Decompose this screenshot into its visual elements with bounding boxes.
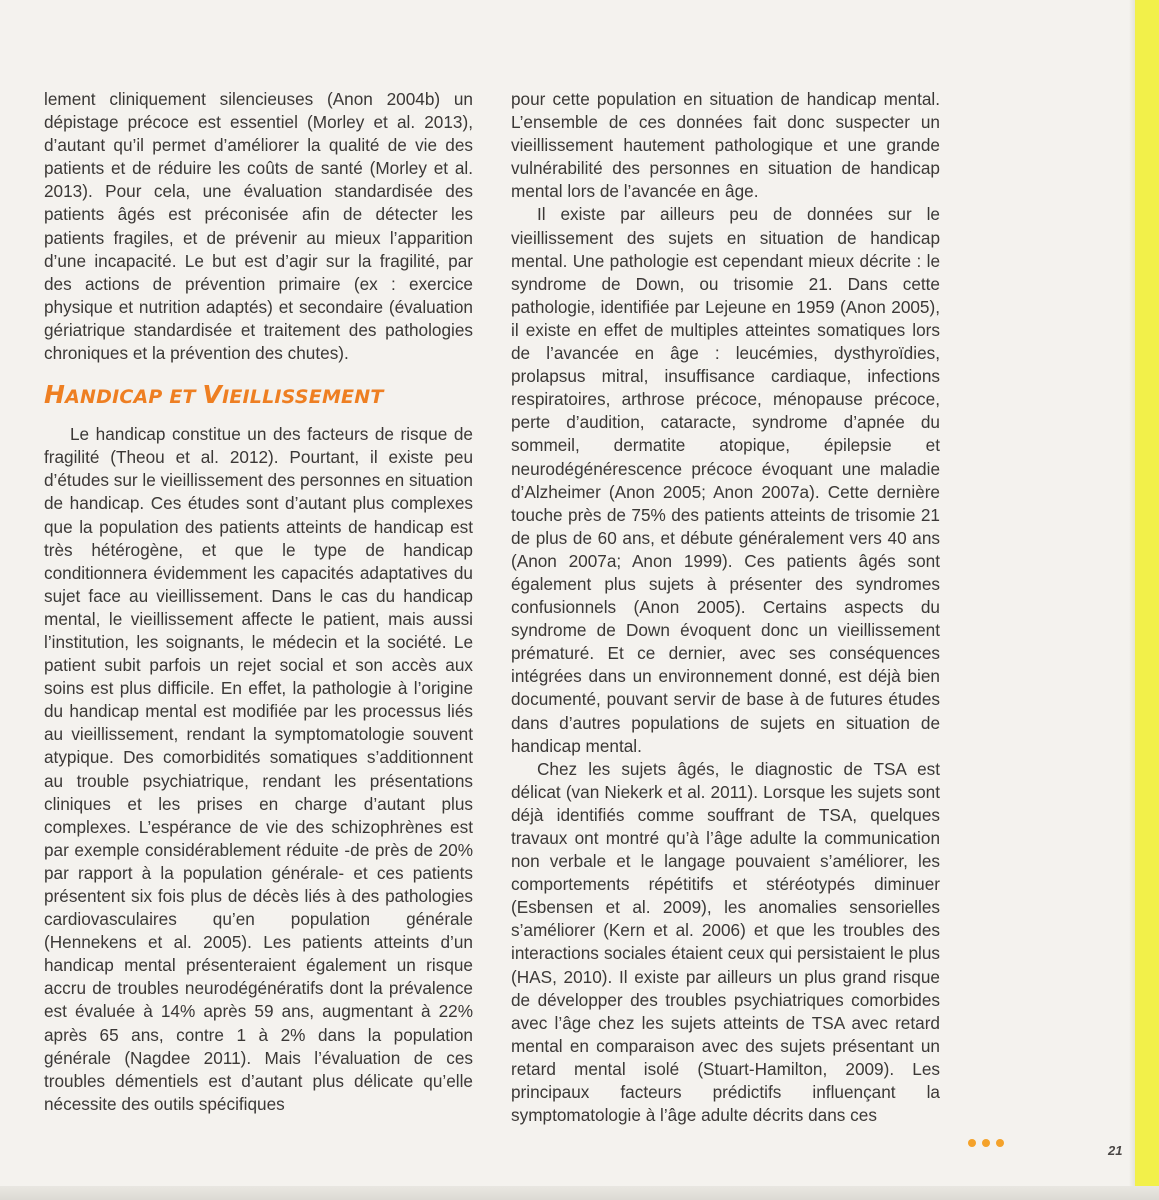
heading-rest-2: IEILLISSEMENT xyxy=(222,386,384,409)
left-column xyxy=(44,88,473,1116)
section-heading-handicap-vieillissement xyxy=(44,379,473,413)
paragraph-down-syndrome: Il existe par ailleurs peu de données sur le vieillissement des sujets en situation de handicap mental. Une pathologie est cependant mieux décrite : le syndrome de Down, ou trisomie 21. Dans cette pathologie, identifiée par Lejeune en 1959 (Anon 2005), il existe en effet de multiples atteintes somatiques lors de l’avancée en âge : leucémies, dysthyroïdies, prolapsus mitral, insuffisance cardiaque, infections respiratoires, arthrose précoce, ménopause précoce, perte d’audition, cataracte, syndrome d’apnée du sommeil, dermatite atopique, épilepsie et neurodégénérescence précoce évoquant une maladie d’Alzheimer (Anon 2005; Anon 2007a). Cette dernière touche près de 75% des patients atteints de trisomie 21 de plus de 60 ans, et débute généralement vers 40 ans (Anon 2007a; Anon 1999). Ces patients âgés sont également plus sujets à présenter des syndromes confusionnels (Anon 2005). Certains aspects du syndrome de Down évoquent donc un vieillissement prématuré. Et ce dernier, avec ses conséquences intégrées dans un environnement donné, est déjà bien documenté, pouvant servir de base à de futures études dans d’autres populations de sujets en situation de handicap mental. xyxy=(511,204,940,756)
bottom-page-strip xyxy=(0,1186,1159,1200)
paragraph-fragility-screening: lement cliniquement silencieuses (Anon 2004b) un dépistage précoce est essentiel (Morley et al. 2013), d’autant qu’il permet d’améliorer la qualité de vie des patients et de réduire les coûts de santé (Morley et al. 2013). Pour cela, une évaluation standardisée des patients âgés est préconisée afin de détecter les patients fragiles, et de prévenir au mieux l’apparition d’une incapacité. Le but est d’agir sur la fragilité, par des actions de prévention primaire (ex : exercice physique et nutrition adaptés) et secondaire (évaluation gériatrique standardisée et traitement des pathologies chroniques et la prévention des chutes). xyxy=(44,89,473,364)
dot-icon xyxy=(968,1139,976,1147)
right-column xyxy=(511,88,940,1127)
page-edge-shadow xyxy=(1129,0,1135,1200)
paragraph-continuation: pour cette population en situation de handicap mental. L’ensemble de ces données fait donc suspecter un vieillissement hautement pathologique et une grande vulnérabilité des personnes en situation de handicap mental lors de l’avancée en âge. xyxy=(511,89,940,202)
heading-rest-1: ANDICAP ET xyxy=(65,386,203,409)
dot-icon xyxy=(982,1139,990,1147)
paragraph-tsa-elderly: Chez les sujets âgés, le diagnostic de TSA est délicat (van Niekerk et al. 2011). Lorsque les sujets sont déjà identifiés comme souffrant de TSA, quelques travaux ont montré qu’à l’âge adulte la communication non verbale et le langage pouvaient s’améliorer, les comportements répétitifs et stéréotypés diminuer (Esbensen et al. 2009), les anomalies sensorielles s’améliorer (Kern et al. 2006) et que les troubles des interactions sociales étaient ceux qui persistaient le plus (HAS, 2010). Il existe par ailleurs un plus grand risque de développer des troubles psychiatriques comorbides avec l’âge chez les sujets atteints de TSA avec retard mental en comparaison avec des sujets présentant un retard mental isolé (Stuart-Hamilton, 2009). Les principaux facteurs prédictifs influençant la symptomatologie à l’âge adulte décrits dans ces xyxy=(511,758,940,1126)
heading-cap-2: V xyxy=(202,380,223,410)
page-number: 21 xyxy=(1108,1143,1123,1158)
paragraph-handicap-fragility: Le handicap constitue un des facteurs de risque de fragilité (Theou et al. 2012). Pourtant, il existe peu d’études sur le vieillissement des personnes en situation de handicap. Ces études sont d’autant plus complexes que la population des patients atteints de handicap est très hétérogène, et que le type de handicap conditionnera évidemment les capacités adaptatives du sujet face au vieillissement. Dans le cas du handicap mental, le vieillissement affecte le patient, mais aussi l’institution, les soignants, le médecin et la société. Le patient subit parfois un rejet social et son accès aux soins est plus difficile. En effet, la pathologie à l’origine du handicap mental est modifiée par les processus liés au vieillissement, rendant la symptomatologie souvent atypique. Des comorbidités somatiques s’additionnent au trouble psychiatrique, rendant les présentations cliniques et les prises en charge d’autant plus complexes. L’espérance de vie des schizophrènes est par exemple considérablement réduite -de près de 20% par rapport à la population générale- et ces patients présentent six fois plus de décès liés à des pathologies cardiovasculaires qu’en population générale (Hennekens et al. 2005). Les patients atteints d’un handicap mental présenteraient également un risque accru de troubles neurodégénératifs dont la prévalence est évaluée à 14% après 59 ans, augmentant à 22% après 65 ans, contre 1 à 2% dans la population générale (Nagdee 2011). Mais l’évaluation de ces troubles démentiels est d’autant plus délicate qu’elle nécessite des outils spécifiques xyxy=(44,424,473,1114)
heading-cap-1: H xyxy=(44,380,66,410)
dot-icon xyxy=(996,1139,1004,1147)
three-dots-icon xyxy=(968,1136,1008,1148)
yellow-page-edge xyxy=(1135,0,1159,1200)
